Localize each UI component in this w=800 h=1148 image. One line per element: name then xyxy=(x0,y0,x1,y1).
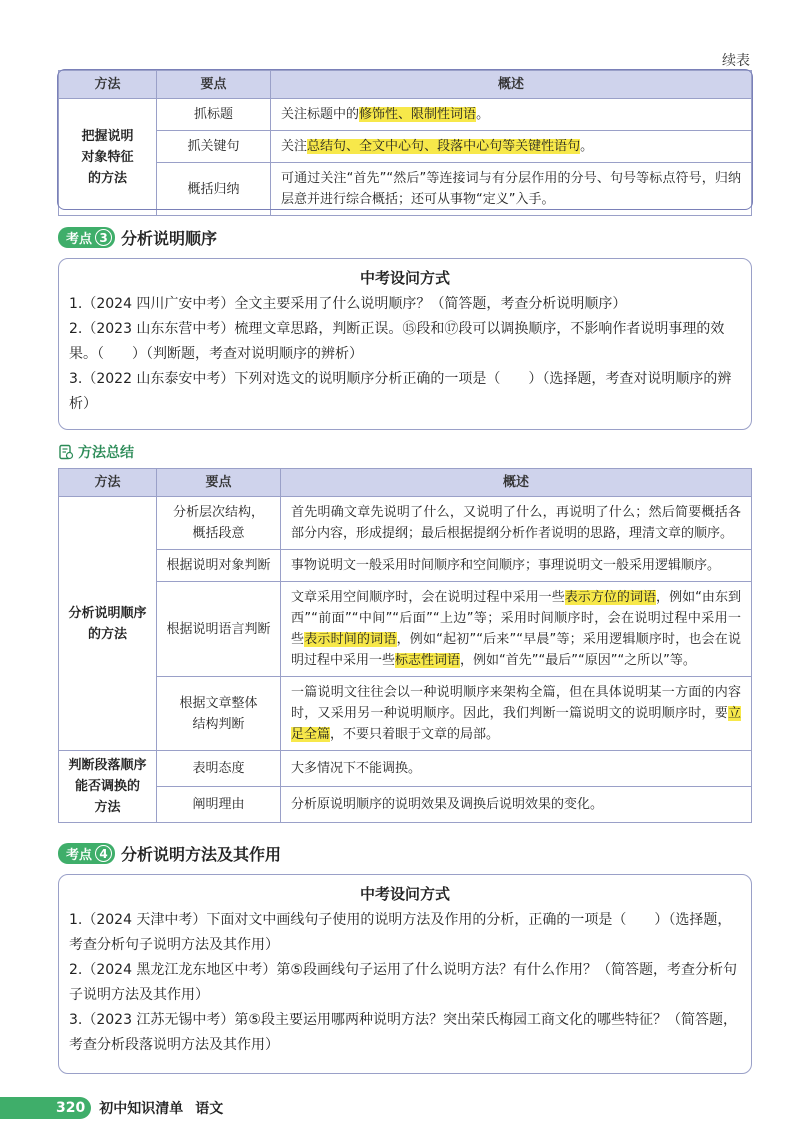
highlight-text: 表示时间的词语 xyxy=(304,632,397,647)
point-cell: 根据说明对象判断 xyxy=(157,550,281,582)
question-item xyxy=(69,367,741,417)
desc-cell xyxy=(281,677,752,751)
question-box-title: 中考设问方式 xyxy=(359,269,450,287)
table-row xyxy=(59,677,752,751)
point-cell: 抓标题 xyxy=(157,99,271,131)
highlight-text: 、 xyxy=(398,107,412,122)
point-cell: 概括归纳 xyxy=(157,163,271,216)
method-summary-heading xyxy=(58,442,134,462)
question-note: （判断题，考查对说明顺序的辨析） xyxy=(146,346,363,362)
badge-label: 考点 xyxy=(66,232,93,247)
question-box-4 xyxy=(58,874,752,1074)
method-line: 的方法 xyxy=(87,626,127,642)
point-line: 概括段意 xyxy=(192,526,245,541)
highlight-text: 、 xyxy=(346,139,360,154)
page-number: 320 xyxy=(0,1097,91,1119)
method-line: 把握说明 xyxy=(81,128,134,144)
highlight-text: 段落中心句等关键性语句 xyxy=(437,139,581,154)
desc-text: 一篇说明文往往会以一种说明顺序来架构全篇，但在具体说明某一方面的内容时，又采用另一种说明顺序。因此，我们判断一篇说明文的说明顺序时，要 xyxy=(291,685,741,721)
point-cell xyxy=(157,677,281,751)
question-note: （选择题，考查对说明顺序的辨析） xyxy=(69,371,732,412)
header-point: 要点 xyxy=(157,469,281,497)
badge-number: 3 xyxy=(95,229,112,246)
point-line: 分析层次结构， xyxy=(172,505,264,520)
section-3-heading xyxy=(58,226,217,249)
point-cell: 表明态度 xyxy=(157,751,281,787)
desc-cell: 事物说明文一般采用时间顺序和空间顺序；事理说明文一般采用逻辑顺序。 xyxy=(281,550,752,582)
table-row xyxy=(59,131,752,163)
kaodian-badge xyxy=(58,843,115,864)
question-note: （简答题，考查分析句子说明方法及其作用） xyxy=(69,962,737,1003)
method-table-1 xyxy=(58,70,752,216)
point-line: 根据文章整体 xyxy=(179,695,258,711)
table-row xyxy=(59,787,752,823)
desc-text: 。 xyxy=(580,139,594,154)
desc-text: ，例如“首先”“最后”“原因”“之所以”等。 xyxy=(460,653,696,668)
point-cell xyxy=(157,497,281,550)
question-text: 3.（2022 山东泰安中考）下列对选文的说明顺序分析正确的一项是（ ） xyxy=(69,371,543,387)
desc-text: 关注 xyxy=(281,139,308,154)
page-footer xyxy=(0,1097,800,1119)
question-text: 2.（2023 山东东营中考）梳理文章思路，判断正误。⑮段和⑰段可以调换顺序，不影响作者说明事理的效果。（ ） xyxy=(69,321,725,362)
section-4-heading xyxy=(58,842,281,865)
table-header-row xyxy=(59,71,752,99)
table-row xyxy=(59,163,752,216)
question-item xyxy=(69,958,741,1008)
desc-text: 文章采用空间顺序时，会在说明过程中采用一些 xyxy=(291,590,565,605)
desc-text: 。 xyxy=(476,107,490,122)
method-line: 方法 xyxy=(94,800,121,815)
header-method: 方法 xyxy=(59,71,157,99)
desc-text: ，不要只着眼于文章的局部。 xyxy=(330,727,500,742)
point-cell: 根据说明语言判断 xyxy=(157,582,281,677)
table-row xyxy=(59,497,752,550)
badge-number: 4 xyxy=(95,845,112,862)
question-box-title: 中考设问方式 xyxy=(359,885,450,903)
table-row xyxy=(59,99,752,131)
highlight-text: 标志性词语 xyxy=(395,653,461,668)
desc-cell xyxy=(271,131,752,163)
method-cell xyxy=(59,751,157,823)
method-table-2 xyxy=(58,468,752,823)
question-item xyxy=(69,292,741,317)
highlight-text: 、 xyxy=(424,139,438,154)
question-box-3 xyxy=(58,258,752,430)
desc-cell: 首先明确文章先说明了什么，又说明了什么，再说明了什么；然后简要概括各部分内容，形成提纲；最后根据提纲分析作者说明的思路，理清文章的顺序。 xyxy=(281,497,752,550)
question-text: 1.（2024 四川广安中考）全文主要采用了什么说明顺序？ xyxy=(69,296,431,312)
highlight-text: 表示方位的词语 xyxy=(564,590,657,605)
question-item xyxy=(69,317,741,367)
method-cell xyxy=(59,497,157,751)
method-line: 的方法 xyxy=(87,170,127,186)
desc-text: ，例如“起初”“后来”“早晨”等；采用逻辑顺序时，也会在说明过程中采用一些 xyxy=(291,632,741,668)
table-row xyxy=(59,550,752,582)
method-line: 对象特征 xyxy=(81,149,134,165)
header-desc: 概述 xyxy=(271,71,752,99)
highlight-text: 限制性词语 xyxy=(411,107,477,122)
highlight-text: 总结句 xyxy=(307,139,347,154)
question-note: （简答题，考查分析说明顺序） xyxy=(430,296,627,312)
desc-text: 关注标题中的 xyxy=(281,107,360,122)
desc-cell: 分析原说明顺序的说明效果及调换后说明效果的变化。 xyxy=(281,787,752,823)
section-title: 分析说明方法及其作用 xyxy=(121,845,282,864)
desc-cell xyxy=(271,99,752,131)
question-item xyxy=(69,908,741,958)
header-point: 要点 xyxy=(157,71,271,99)
question-text: 3.（2023 江苏无锡中考）第⑤段主要运用哪两种说明方法？突出荣氏梅园工商文化的哪些特征？ xyxy=(69,1012,667,1028)
desc-cell xyxy=(281,582,752,677)
header-desc: 概述 xyxy=(281,469,752,497)
question-text: 1.（2024 天津中考）下面对文中画线句子使用的说明方法及作用的分析，正确的一项是（ ） xyxy=(69,912,669,928)
header-method: 方法 xyxy=(59,469,157,497)
subject-label: 语文 xyxy=(195,1101,224,1117)
table-header-row xyxy=(59,469,752,497)
desc-cell: 大多情况下不能调换。 xyxy=(281,751,752,787)
method-line: 判断段落顺序 xyxy=(68,758,147,773)
question-note: （选择题，考查分析句子说明方法及其作用） xyxy=(69,912,732,953)
question-note: （简答题，考查分析段落说明方法及其作用） xyxy=(69,1012,737,1053)
highlight-text: 立足全篇 xyxy=(291,706,741,742)
method-line: 分析说明顺序 xyxy=(68,605,147,621)
question-text: 2.（2024 黑龙江龙东地区中考）第⑤段画线句子运用了什么说明方法？有什么作用？ xyxy=(69,962,597,978)
desc-cell: 可通过关注“首先”“然后”等连接词与有分层作用的分号、句号等标点符号，归纳层意并进行综合概括；还可从事物“定义”入手。 xyxy=(271,163,752,216)
highlight-text: 修饰性 xyxy=(359,107,399,122)
highlight-text: 全文中心句 xyxy=(359,139,425,154)
table-row xyxy=(59,751,752,787)
method-cell xyxy=(59,99,157,216)
point-cell: 抓关键句 xyxy=(157,131,271,163)
book-title: 初中知识清单 xyxy=(99,1101,184,1117)
point-line: 结构判断 xyxy=(192,716,245,732)
desc-text: ，例如“由东到西”“前面”“中间”“后面”“上边”等；采用时间顺序时，会在说明过程中采用一些 xyxy=(291,590,741,647)
question-item xyxy=(69,1008,741,1058)
point-cell: 阐明理由 xyxy=(157,787,281,823)
kaodian-badge xyxy=(58,227,115,248)
table-row xyxy=(59,582,752,677)
section-title: 分析说明顺序 xyxy=(121,229,218,248)
method-line: 能否调换的 xyxy=(74,779,140,794)
badge-label: 考点 xyxy=(66,848,93,863)
method-summary-label: 方法总结 xyxy=(78,445,134,461)
continued-label: 续表 xyxy=(722,53,750,69)
notebook-icon xyxy=(58,444,74,460)
